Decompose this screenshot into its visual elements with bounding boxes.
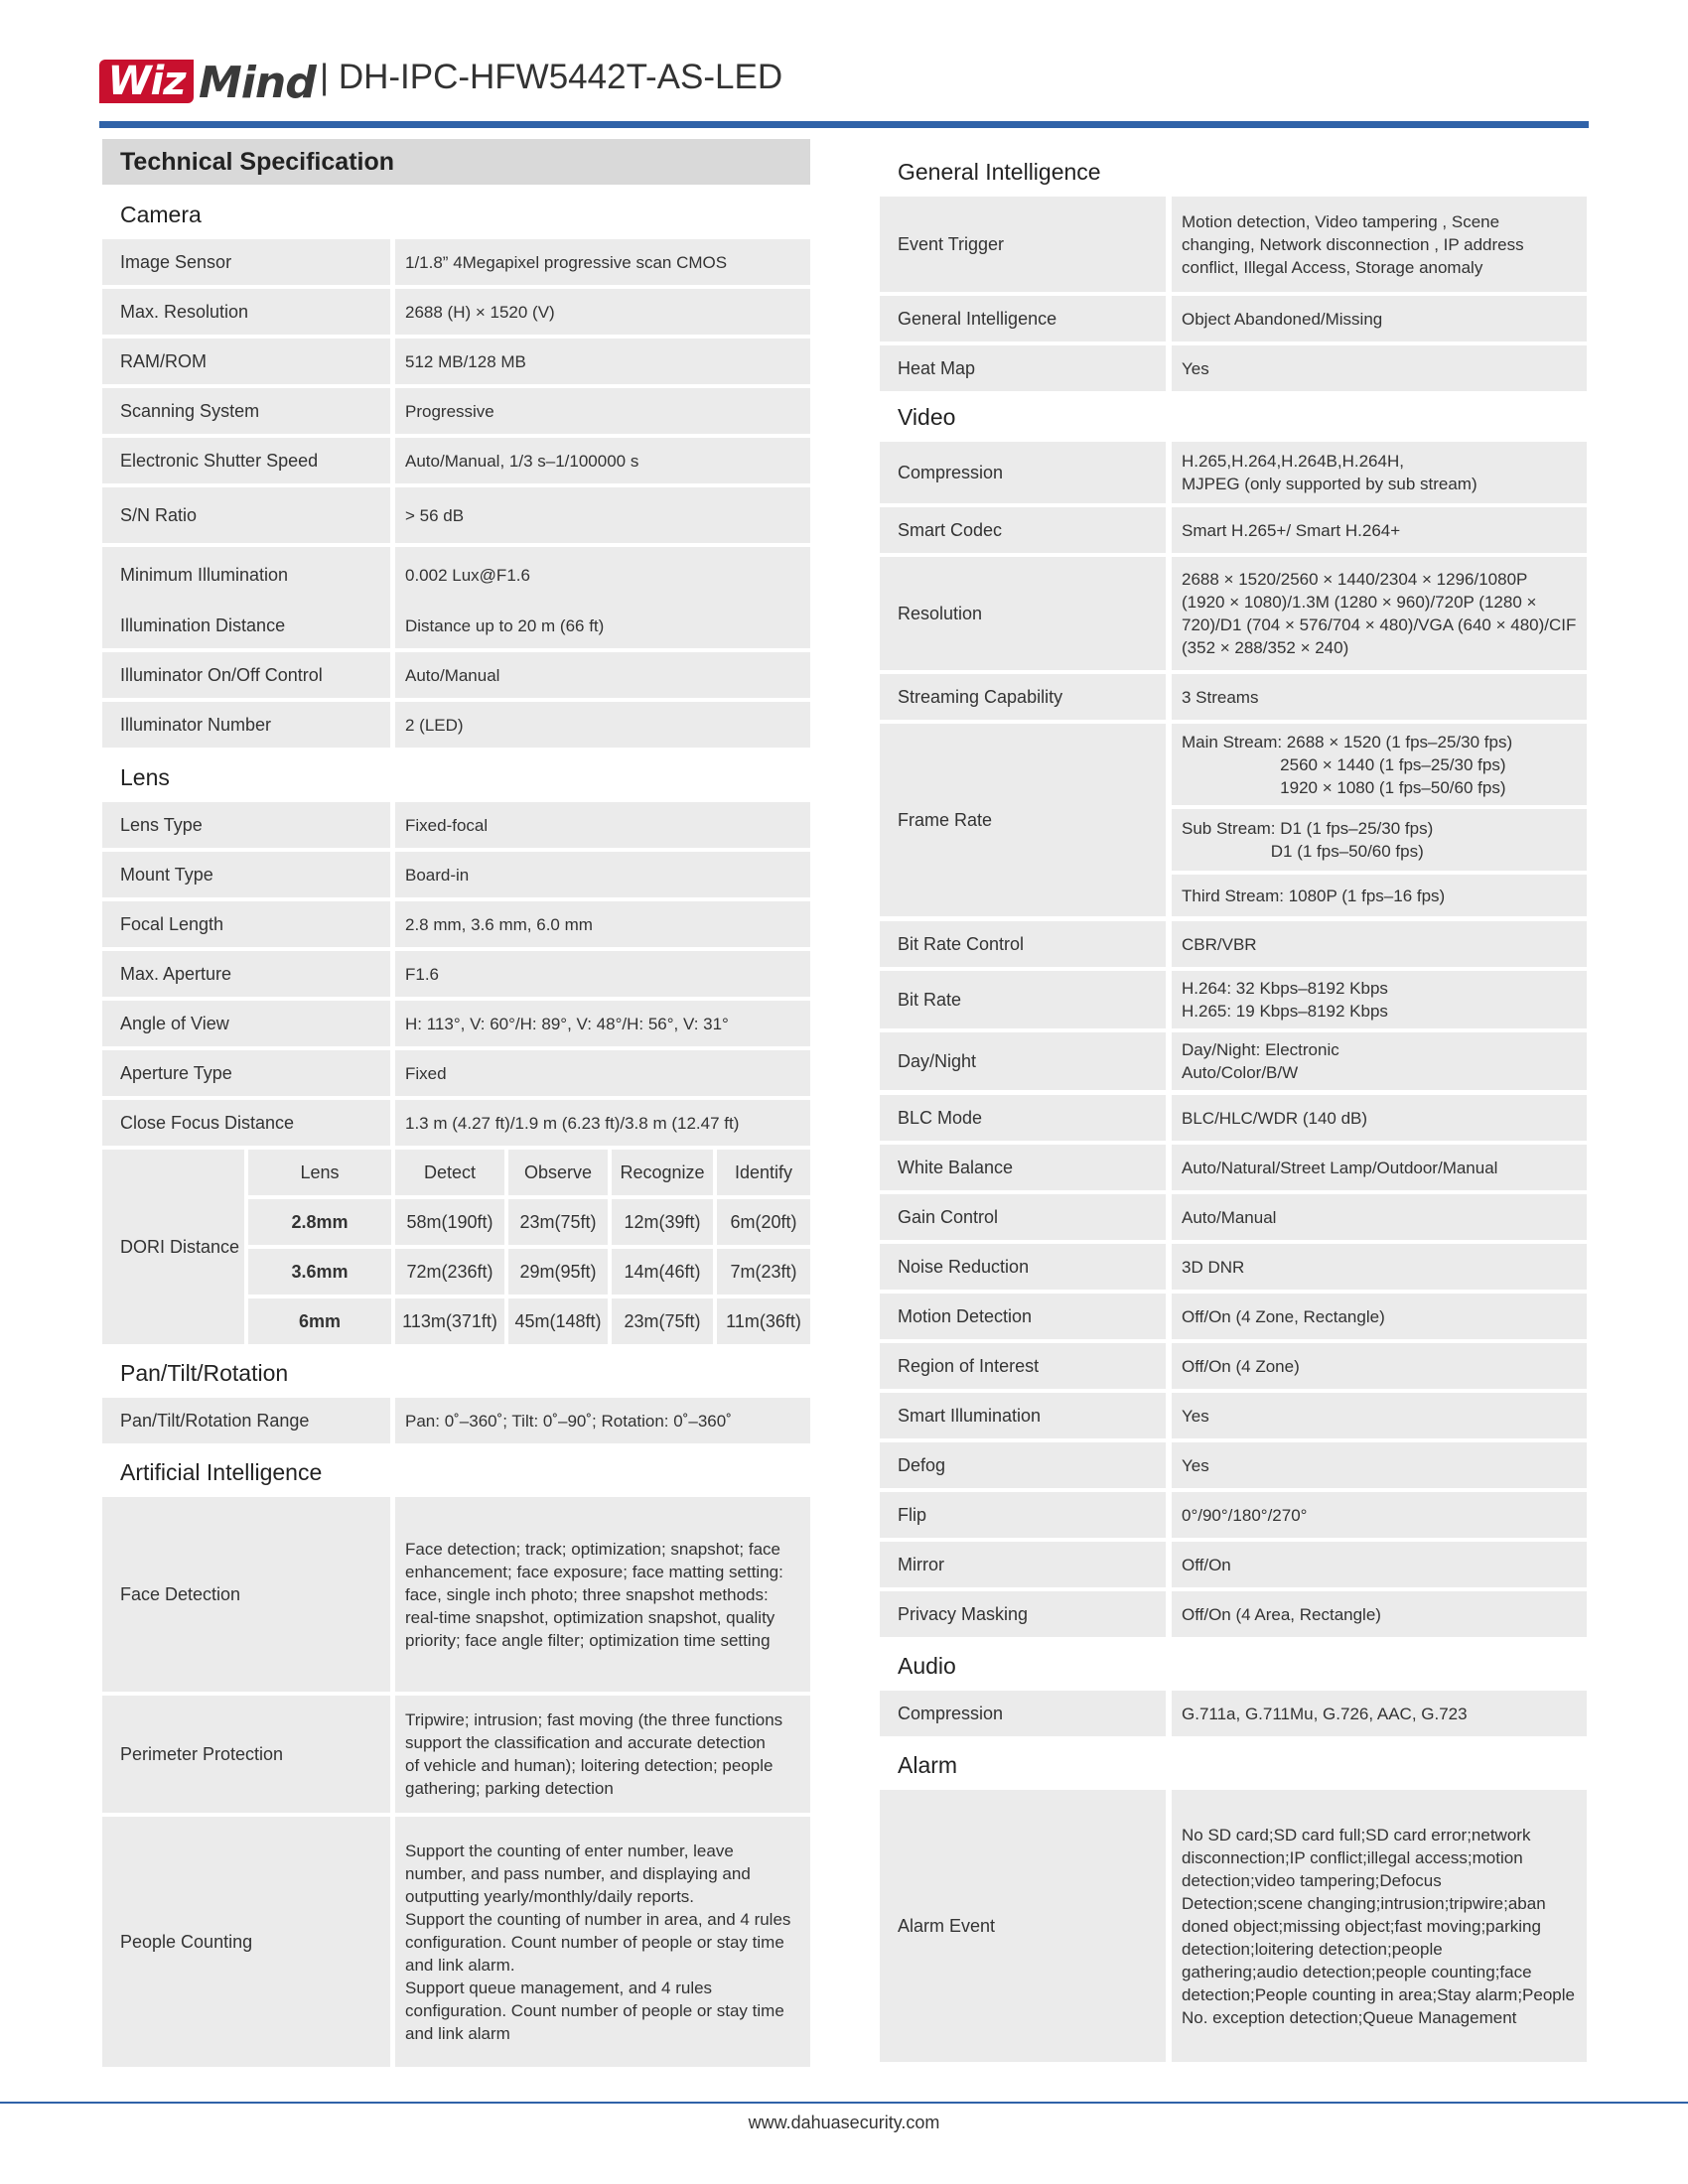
spec-row [0,557,1688,670]
dori-cell: 23m(75ft) [508,1199,608,1245]
dori-cell: 72m(236ft) [395,1249,504,1295]
spec-label: Resolution [880,557,1166,670]
spec-value: Off/On (4 Area, Rectangle) [1172,1591,1587,1637]
spec-value: Auto/Manual [395,652,810,698]
dori-cell: 29m(95ft) [508,1249,608,1295]
spec-value: Fixed [395,1050,810,1096]
spec-label: Motion Detection [880,1294,1166,1339]
spec-label: Event Trigger [880,197,1166,292]
spec-value: 512 MB/128 MB [395,339,810,384]
spec-value: Auto/Manual, 1/3 s–1/100000 s [395,438,810,483]
spec-label: Max. Resolution [102,289,390,335]
spec-label: Region of Interest [880,1343,1166,1389]
spec-value: 2688 × 1520/2560 × 1440/2304 × 1296/1080P (1920 × 1080)/1.3M (1280 × 960)/720P (1280 × 720)/D1 (704 × 576/704 × 480)/VGA (640 × 480)/CIF (352 × 288/352 × 240) [1172,557,1587,670]
dori-cell: 58m(190ft) [395,1199,504,1245]
spec-row [0,1691,1688,1736]
spec-value: Day/Night: Electronic Auto/Color/B/W [1172,1032,1587,1090]
dori-label: DORI Distance [102,1150,244,1344]
footer-url: www.dahuasecurity.com [748,2113,940,2132]
spec-value: BLC/HLC/WDR (140 dB) [1172,1095,1587,1141]
spec-row [0,1294,1688,1339]
spec-value: Auto/Manual [1172,1194,1587,1240]
spec-label: Compression [880,442,1166,503]
spec-label: Minimum Illumination [102,547,390,603]
spec-value: H.264: 32 Kbps–8192 Kbps H.265: 19 Kbps–8192 Kbps [1172,971,1587,1028]
spec-label: Bit Rate [880,971,1166,1028]
dori-cell: 12m(39ft) [612,1199,713,1245]
spec-label: Lens Type [102,802,390,848]
spec-row [0,1095,1688,1141]
spec-row [0,1442,1688,1488]
spec-label: Perimeter Protection [102,1696,390,1813]
dori-cell: 113m(371ft) [395,1298,504,1344]
spec-value: CBR/VBR [1172,921,1587,967]
dori-cell: 45m(148ft) [508,1298,608,1344]
spec-value: Face detection; track; optimization; snapshot; face enhancement; face exposure; face matting setting: face, single inch photo; three snapshot methods: real-time snapshot, optimization snapshot, quality priority; face angle filter; optimization time setting [395,1497,810,1692]
spec-value: Motion detection, Video tampering , Scene changing, Network disconnection , IP address conflict, Illegal Access, Storage anomaly [1172,197,1587,292]
spec-label: RAM/ROM [102,339,390,384]
spec-label: Focal Length [102,901,390,947]
spec-label: Noise Reduction [880,1244,1166,1290]
spec-label: Max. Aperture [102,951,390,997]
frame-rate-value: Main Stream: 2688 × 1520 (1 fps–25/30 fps) 2560 × 1440 (1 fps–25/30 fps) 1920 × 1080 (1 fps–50/60 fps) [1172,724,1587,805]
section-camera: Camera [120,202,202,227]
spec-label: BLC Mode [880,1095,1166,1141]
wizmind-logo [99,56,316,108]
spec-row [0,1032,1688,1090]
section-video: Video [898,404,956,430]
spec-label: Pan/Tilt/Rotation Range [102,1398,390,1443]
spec-value: 1/1.8” 4Megapixel progressive scan CMOS [395,239,810,285]
spec-label: Illumination Distance [102,603,390,648]
spec-row [0,1194,1688,1240]
spec-label: Alarm Event [880,1790,1166,2062]
spec-label: Smart Illumination [880,1393,1166,1438]
spec-row [0,442,1688,503]
spec-title: Technical Specification [102,139,810,185]
spec-value: 2.8 mm, 3.6 mm, 6.0 mm [395,901,810,947]
spec-label: Electronic Shutter Speed [102,438,390,483]
footer-divider [0,2102,1688,2104]
spec-row [0,507,1688,553]
spec-row [0,1145,1688,1190]
spec-value: 2 (LED) [395,702,810,748]
spec-value: 0.002 Lux@F1.6 [395,547,810,603]
dori-cell: 11m(36ft) [717,1298,810,1344]
spec-value: Off/On (4 Zone) [1172,1343,1587,1389]
spec-row [0,921,1688,967]
dori-cell: 23m(75ft) [612,1298,713,1344]
spec-value: Off/On [1172,1542,1587,1587]
spec-row [0,1343,1688,1389]
spec-value: No SD card;SD card full;SD card error;network disconnection;IP conflict;illegal access;motion detection;video tampering;Defocus Detection;scene changing;intrusion;tripwire;aban doned object;missing object;fast moving;parking detection;loitering detection;people gathering;audio detection;people counting;face detection;People counting in area;Stay alarm;People No. exception detection;Queue Management [1172,1790,1587,2062]
spec-label: Gain Control [880,1194,1166,1240]
model-number: | DH-IPC-HFW5442T-AS-LED [320,58,783,96]
spec-label: Heat Map [880,345,1166,391]
frame-rate-value: Sub Stream: D1 (1 fps–25/30 fps) D1 (1 fps–50/60 fps) [1172,809,1587,871]
spec-row [0,296,1688,341]
spec-label: Flip [880,1492,1166,1538]
spec-value: Pan: 0˚–360˚; Tilt: 0˚–90˚; Rotation: 0˚–360˚ [395,1398,810,1443]
spec-row [0,1244,1688,1290]
spec-label: Frame Rate [880,724,1166,916]
spec-value: Distance up to 20 m (66 ft) [395,603,810,648]
spec-label: Illuminator On/Off Control [102,652,390,698]
spec-label: Illuminator Number [102,702,390,748]
spec-label: General Intelligence [880,296,1166,341]
spec-label: S/N Ratio [102,487,390,543]
spec-value: H.265,H.264,H.264B,H.264H, MJPEG (only supported by sub stream) [1172,442,1587,503]
spec-row [0,1591,1688,1637]
spec-value: F1.6 [395,951,810,997]
spec-value: G.711a, G.711Mu, G.726, AAC, G.723 [1172,1691,1587,1736]
dori-header-cell: Identify [717,1150,810,1195]
section-audio: Audio [898,1653,956,1679]
dori-cell: 3.6mm [248,1249,391,1295]
spec-row [0,1790,1688,2062]
spec-row [0,345,1688,391]
spec-value: Fixed-focal [395,802,810,848]
spec-label: Smart Codec [880,507,1166,553]
spec-value: H: 113°, V: 60°/H: 89°, V: 48°/H: 56°, V: 31° [395,1001,810,1046]
dori-cell: 14m(46ft) [612,1249,713,1295]
dori-cell: 6m(20ft) [717,1199,810,1245]
spec-label: Streaming Capability [880,674,1166,720]
spec-label: White Balance [880,1145,1166,1190]
section-lens: Lens [120,764,170,790]
section-general-intelligence: General Intelligence [898,159,1101,185]
logo-mind: Mind [199,58,316,108]
dori-header-cell: Observe [508,1150,608,1195]
spec-value: Tripwire; intrusion; fast moving (the three functions support the classification and accurate detection of vehicle and human); loitering detection; people gathering; parking detection [395,1696,810,1813]
spec-row [0,1393,1688,1438]
section-alarm: Alarm [898,1752,958,1778]
section-artificial-intelligence: Artificial Intelligence [120,1459,323,1485]
spec-label: Image Sensor [102,239,390,285]
spec-label: Angle of View [102,1001,390,1046]
spec-value: Board-in [395,852,810,897]
spec-value: 2688 (H) × 1520 (V) [395,289,810,335]
logo-wiz: Wiz [99,60,194,103]
page-header [99,52,1589,131]
spec-value: 0°/90°/180°/270° [1172,1492,1587,1538]
spec-value: Yes [1172,1393,1587,1438]
spec-label: Defog [880,1442,1166,1488]
spec-value: 3 Streams [1172,674,1587,720]
spec-row [0,674,1688,720]
spec-row [0,1542,1688,1587]
spec-label: Bit Rate Control [880,921,1166,967]
section-pan-tilt-rotation: Pan/Tilt/Rotation [120,1360,289,1386]
spec-value: Yes [1172,345,1587,391]
spec-label: Close Focus Distance [102,1100,390,1146]
spec-value: > 56 dB [395,487,810,543]
spec-label: Compression [880,1691,1166,1736]
spec-row [0,197,1688,292]
spec-label: Mount Type [102,852,390,897]
dori-cell: 7m(23ft) [717,1249,810,1295]
spec-value: Support the counting of enter number, leave number, and pass number, and displaying and outputting yearly/monthly/daily reports. Support the counting of number in area, and 4 rules configuration. Count number of people or stay time and link alarm. Support queue management, and 4 rules configuration. Count number of people or stay time and link alarm [395,1817,810,2067]
dori-header-cell: Recognize [612,1150,713,1195]
spec-value: Progressive [395,388,810,434]
dori-header-cell: Detect [395,1150,504,1195]
spec-value: Auto/Natural/Street Lamp/Outdoor/Manual [1172,1145,1587,1190]
spec-value: 1.3 m (4.27 ft)/1.9 m (6.23 ft)/3.8 m (12.47 ft) [395,1100,810,1146]
spec-label: Day/Night [880,1032,1166,1090]
spec-label: Scanning System [102,388,390,434]
dori-cell: 2.8mm [248,1199,391,1245]
spec-label: People Counting [102,1817,390,2067]
spec-value: Smart H.265+/ Smart H.264+ [1172,507,1587,553]
spec-label: Face Detection [102,1497,390,1692]
spec-label: Privacy Masking [880,1591,1166,1637]
spec-label: Mirror [880,1542,1166,1587]
spec-label: Aperture Type [102,1050,390,1096]
header-divider [99,121,1589,128]
spec-row [0,1492,1688,1538]
dori-header-cell: Lens [248,1150,391,1195]
spec-value: Off/On (4 Zone, Rectangle) [1172,1294,1587,1339]
spec-row [0,971,1688,1028]
spec-value: Yes [1172,1442,1587,1488]
spec-value: Object Abandoned/Missing [1172,296,1587,341]
dori-cell: 6mm [248,1298,391,1344]
frame-rate-value: Third Stream: 1080P (1 fps–16 fps) [1172,875,1587,916]
spec-value: 3D DNR [1172,1244,1587,1290]
